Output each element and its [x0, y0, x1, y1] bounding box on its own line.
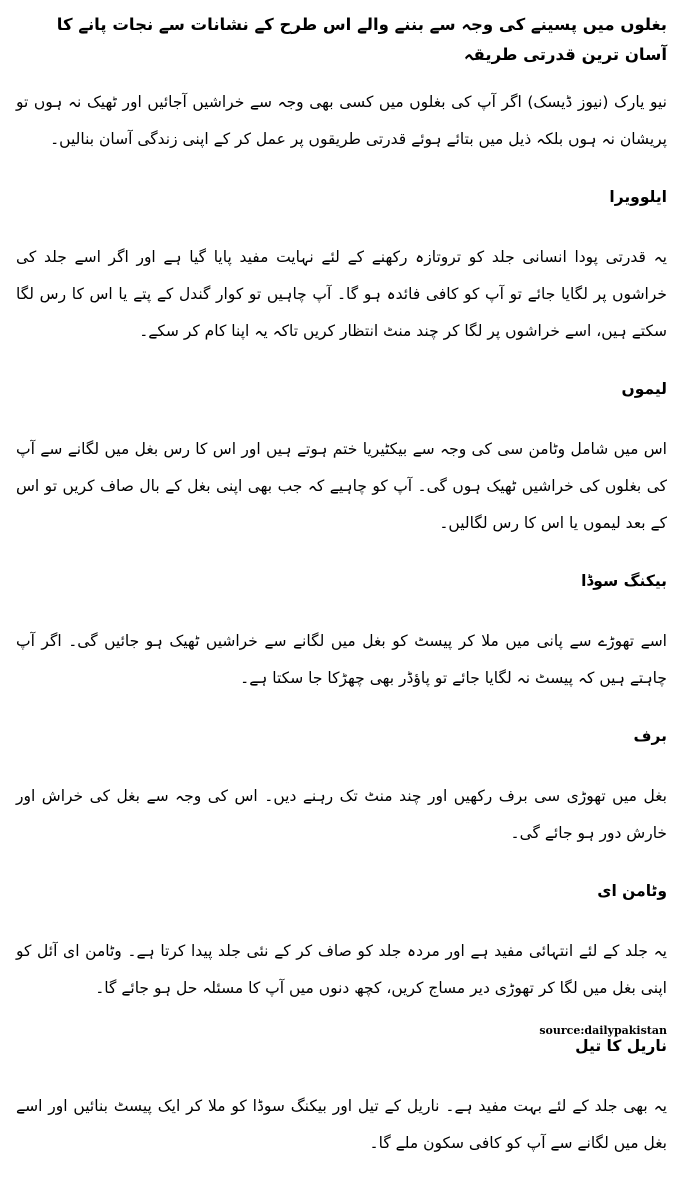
section-heading-lemon: لیموں [621, 380, 667, 398]
section-text-ice: بغل میں تھوڑی سی برف رکھیں اور چند منٹ تک رہنے دیں۔ اس کی وجہ سے بغل کی خراش اور خارش دور ہو جائے گی۔ [16, 787, 667, 842]
source-credit: source:dailypakistan [539, 1024, 667, 1037]
article-title: بغلوں میں پسینے کی وجہ سے بننے والے اس طرح کے نشانات سے نجات پانے کا آسان ترین قدرتی طریقہ [56, 15, 667, 64]
section-text-coconut-oil: یہ بھی جلد کے لئے بہت مفید ہے۔ ناریل کے تیل اور بیکنگ سوڈا کو ملا کر ایک پیسٹ بنائیں اور اسے بغل میں لگانے سے آپ کو کافی سکون ملے گا۔ [16, 1097, 667, 1152]
section-heading-ice: برف [633, 727, 667, 745]
section-heading-vitamin-e: وٹامن ای [597, 882, 667, 900]
section-text-vitamin-e: یہ جلد کے لئے انتہائی مفید ہے اور مردہ جلد کو صاف کر کے نئی جلد پیدا کرتا ہے۔ وٹامن ای آئل کو اپنی بغل میں لگا کر تھوڑی دیر مساج کریں، کچھ دنوں میں آپ کا مسئلہ حل ہو جائے گا۔ [16, 942, 667, 997]
intro-paragraph: نیو یارک (نیوز ڈیسک) اگر آپ کی بغلوں میں کسی بھی وجہ سے خراشیں آجائیں اور ٹھیک نہ ہوں تو پریشان نہ ہوں بلکہ ذیل میں بتائے ہوئے قدرتی طریقوں پر عمل کر کے اپنی زندگی آسان بنالیں۔ [16, 93, 667, 148]
section-heading-coconut-oil: ناریل کا تیل [575, 1037, 667, 1055]
section-text-baking-soda: اسے تھوڑے سے پانی میں ملا کر پیسٹ کو بغل میں لگانے سے خراشیں ٹھیک ہو جائیں گی۔ اگر آپ چاہتے ہیں کہ پیسٹ نہ لگایا جائے تو پاؤڈر بھی چھڑکا جا سکتا ہے۔ [16, 632, 667, 687]
section-text-lemon: اس میں شامل وٹامن سی کی وجہ سے بیکٹیریا ختم ہوتے ہیں اور اس کا رس بغل میں لگانے سے آپ کی بغلوں کی خراشیں ٹھیک ہوں گی۔ آپ کو چاہیے کہ جب بھی اپنی بغل کے بال صاف کریں تو اس کے بعد لیموں یا اس کا رس لگالیں۔ [16, 440, 667, 532]
section-heading-baking-soda: بیکنگ سوڈا [581, 572, 667, 590]
article [16, 10, 667, 1187]
section-heading-aloe-vera: ایلوویرا [609, 188, 667, 206]
section-text-aloe-vera: یہ قدرتی پودا انسانی جلد کو تروتازہ رکھنے کے لئے نہایت مفید پایا گیا ہے اور اگر اسے جلد کی خراشوں پر لگایا جائے تو آپ کو کافی فائدہ ہو گا۔ آپ چاہیں تو کوار گندل کے پتے یا اس کا رس لگا سکتے ہیں، اسے خراشوں پر لگا کر چند منٹ انتظار کریں تاکہ یہ اپنا کام کر سکے۔ [16, 248, 667, 340]
